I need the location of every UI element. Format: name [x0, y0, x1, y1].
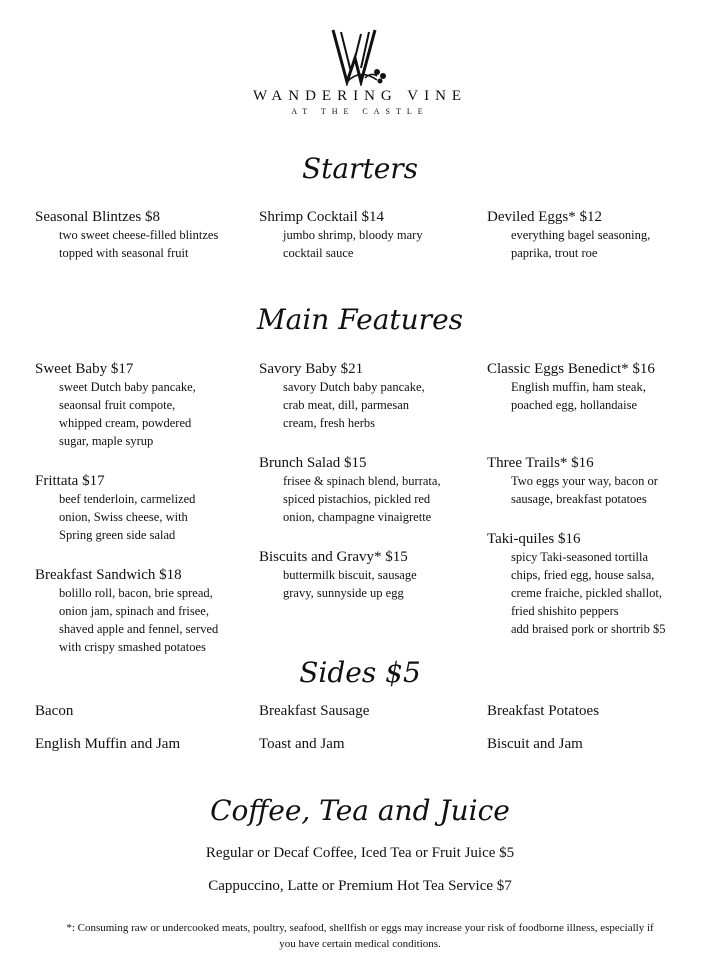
item-name: Frittata $17: [35, 473, 105, 489]
item-desc: buttermilk biscuit, sausage: [283, 568, 417, 582]
item-desc: frisee & spinach blend, burrata,: [283, 474, 441, 488]
main-heading: Main Features: [256, 303, 464, 336]
item-name: Seasonal Blintzes $8: [35, 209, 160, 225]
item-desc: spicy Taki-seasoned tortilla: [511, 550, 649, 564]
item-desc: chips, fried egg, house salsa,: [511, 568, 655, 582]
menu-item: [35, 208, 260, 262]
menu-item: [487, 360, 712, 414]
main-col-3: [487, 360, 712, 660]
item-desc: fried shishito peppers: [511, 604, 619, 618]
item-name: Shrimp Cocktail $14: [259, 209, 384, 225]
menu-item: [487, 530, 712, 638]
item-desc: paprika, trout roe: [511, 246, 598, 260]
side-item: Breakfast Potatoes: [487, 703, 600, 719]
item-desc: onion, Swiss cheese, with: [59, 510, 188, 524]
item-name: Brunch Salad $15: [259, 455, 367, 471]
item-name: Deviled Eggs* $12: [487, 209, 602, 225]
item-desc: cream, fresh herbs: [283, 416, 375, 430]
menu-item: [259, 208, 484, 262]
item-desc: sausage, breakfast potatoes: [511, 492, 647, 506]
brand-subtitle: AT THE CASTLE: [291, 107, 429, 116]
side-item: English Muffin and Jam: [35, 736, 181, 752]
item-desc: savory Dutch baby pancake,: [283, 380, 425, 394]
item-desc: gravy, sunnyside up egg: [283, 586, 404, 600]
item-desc: poached egg, hollandaise: [511, 398, 637, 412]
item-desc: with crispy smashed potatoes: [59, 640, 206, 654]
item-desc: jumbo shrimp, bloody mary: [283, 228, 423, 242]
menu-item: [259, 360, 484, 432]
item-desc: shaved apple and fennel, served: [59, 622, 219, 636]
sides-col-3: [487, 702, 712, 768]
menu-item: [35, 472, 260, 544]
starter-col-2: [259, 208, 484, 284]
main-col-1: [35, 360, 260, 678]
sides-col-2: [259, 702, 484, 768]
drink-line: Cappuccino, Latte or Premium Hot Tea Service $7: [208, 878, 512, 894]
item-desc: onion, champagne vinaigrette: [283, 510, 432, 524]
side-item: Breakfast Sausage: [259, 703, 370, 719]
starter-col-3: [487, 208, 712, 284]
item-desc: seaonsal fruit compote,: [59, 398, 176, 412]
item-desc: add braised pork or shortrib $5: [511, 622, 666, 636]
item-desc: spiced pistachios, pickled red: [283, 492, 431, 506]
sides-heading: Sides $5: [299, 656, 421, 689]
item-name: Classic Eggs Benedict* $16: [487, 361, 655, 377]
item-desc: Two eggs your way, bacon or: [511, 474, 658, 488]
vine-logo-icon: [325, 28, 395, 86]
side-item: Biscuit and Jam: [487, 736, 583, 752]
menu-item: [487, 208, 712, 262]
main-col-2: [259, 360, 484, 624]
logo: [0, 28, 720, 116]
item-desc: sugar, maple syrup: [59, 434, 154, 448]
item-desc: beef tenderloin, carmelized: [59, 492, 196, 506]
item-desc: cocktail sauce: [283, 246, 354, 260]
item-desc: Spring green side salad: [59, 528, 176, 542]
coffee-heading: Coffee, Tea and Juice: [210, 794, 510, 827]
item-name: Savory Baby $21: [259, 361, 364, 377]
menu-item: [35, 566, 260, 656]
item-desc: bolillo roll, bacon, brie spread,: [59, 586, 213, 600]
item-name: Three Trails* $16: [487, 455, 594, 471]
item-name: Breakfast Sandwich $18: [35, 567, 182, 583]
brand-name: WANDERING VINE: [252, 88, 468, 104]
side-item: Toast and Jam: [259, 736, 345, 752]
item-desc: sweet Dutch baby pancake,: [59, 380, 196, 394]
item-name: Taki-quiles $16: [487, 531, 581, 547]
item-desc: onion jam, spinach and frisee,: [59, 604, 209, 618]
item-name: Biscuits and Gravy* $15: [259, 549, 408, 565]
item-desc: English muffin, ham steak,: [511, 380, 646, 394]
sides-col-1: [35, 702, 260, 768]
side-item: Bacon: [35, 703, 74, 719]
item-name: Sweet Baby $17: [35, 361, 134, 377]
item-desc: everything bagel seasoning,: [511, 228, 651, 242]
menu-item: [259, 454, 484, 526]
starter-col-1: [35, 208, 260, 284]
drink-line: Regular or Decaf Coffee, Iced Tea or Fruit Juice $5: [205, 845, 515, 861]
menu-item: [487, 454, 712, 508]
item-desc: whipped cream, powdered: [59, 416, 192, 430]
menu-item: [35, 360, 260, 450]
menu-item: [259, 548, 484, 602]
item-desc: crab meat, dill, parmesan: [283, 398, 409, 412]
item-desc: creme fraiche, pickled shallot,: [511, 586, 662, 600]
allergen-footnote: *: Consuming raw or undercooked meats, poultry, seafood, shellfish or eggs may increase your risk of foodborne illness, especially if you have certain medical conditions.: [66, 922, 654, 950]
item-desc: topped with seasonal fruit: [59, 246, 189, 260]
item-desc: two sweet cheese-filled blintzes: [59, 228, 219, 242]
starters-heading: Starters: [301, 152, 419, 185]
